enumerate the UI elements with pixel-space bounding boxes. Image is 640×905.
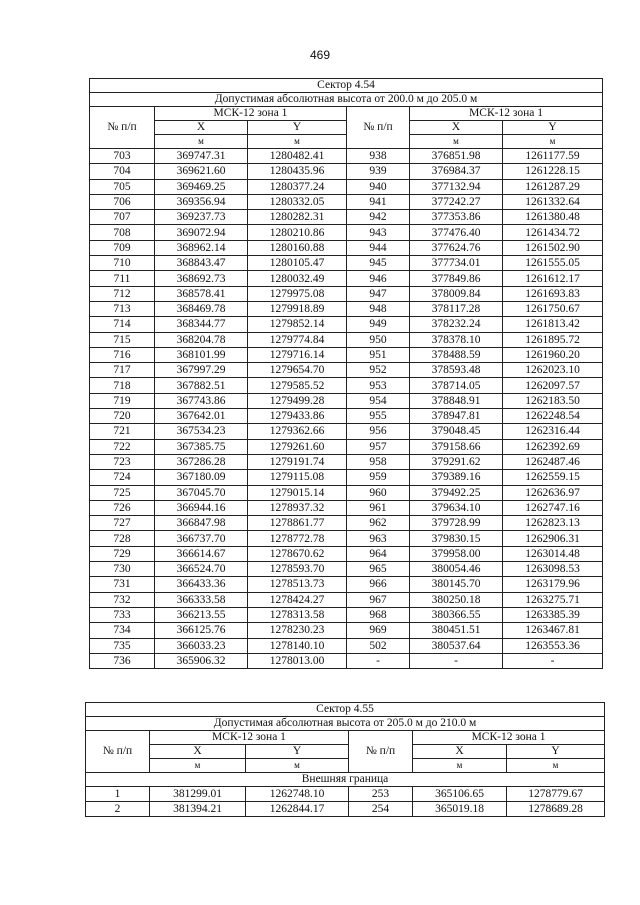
point-number-cell: 253 bbox=[349, 787, 413, 802]
point-number-cell: 941 bbox=[347, 194, 410, 209]
coord-y-cell: 1278513.73 bbox=[248, 577, 347, 592]
table-row bbox=[90, 638, 603, 653]
sector-4-55-table bbox=[85, 702, 605, 817]
coord-y-cell: 1278861.77 bbox=[248, 516, 347, 531]
coord-y-cell: 1262183.50 bbox=[503, 393, 603, 408]
point-number-cell: 938 bbox=[347, 149, 410, 164]
coord-x-cell: 369356.94 bbox=[155, 194, 248, 209]
table-row bbox=[90, 164, 603, 179]
point-number-cell: 704 bbox=[90, 164, 155, 179]
point-number-cell: 2 bbox=[86, 802, 150, 817]
point-number-cell: 707 bbox=[90, 210, 155, 225]
coord-y-cell: 1262248.54 bbox=[503, 409, 603, 424]
point-number-cell: 948 bbox=[347, 301, 410, 316]
unit-label: м bbox=[410, 135, 503, 149]
table-row bbox=[90, 378, 603, 393]
table-row bbox=[90, 286, 603, 301]
coord-y-cell: 1280332.05 bbox=[248, 194, 347, 209]
table-row bbox=[86, 787, 605, 802]
table-row bbox=[90, 531, 603, 546]
coord-x-cell: 378488.59 bbox=[410, 347, 503, 362]
coord-y-cell: 1280435.96 bbox=[248, 164, 347, 179]
coord-x-cell: 366333.58 bbox=[155, 592, 248, 607]
coord-y-cell: 1262487.46 bbox=[503, 454, 603, 469]
coord-y-cell: 1261612.17 bbox=[503, 271, 603, 286]
unit-label: м bbox=[413, 759, 507, 773]
coord-y-cell: 1262747.16 bbox=[503, 500, 603, 515]
table-row bbox=[90, 439, 603, 454]
table-row bbox=[90, 149, 603, 164]
column-header-number: № п/п bbox=[86, 731, 150, 773]
coord-x-cell: 368692.73 bbox=[155, 271, 248, 286]
table-row bbox=[90, 393, 603, 408]
point-number-cell: 721 bbox=[90, 424, 155, 439]
unit-label: м bbox=[507, 759, 605, 773]
coord-x-cell: 380366.55 bbox=[410, 607, 503, 622]
point-number-cell: 719 bbox=[90, 393, 155, 408]
coord-x-cell: 366524.70 bbox=[155, 562, 248, 577]
coord-x-cell: 366213.55 bbox=[155, 607, 248, 622]
point-number-cell: 945 bbox=[347, 256, 410, 271]
coordinate-system-header: МСК-12 зона 1 bbox=[410, 107, 603, 121]
coord-x-cell: 367997.29 bbox=[155, 363, 248, 378]
coord-y-cell: 1278779.67 bbox=[507, 787, 605, 802]
point-number-cell: 960 bbox=[347, 485, 410, 500]
table-row bbox=[90, 256, 603, 271]
boundary-label: Внешняя граница bbox=[86, 773, 605, 787]
coord-y-cell: 1279654.70 bbox=[248, 363, 347, 378]
coord-x-cell: 366737.70 bbox=[155, 531, 248, 546]
coord-y-cell: 1262823.13 bbox=[503, 516, 603, 531]
table-row bbox=[90, 500, 603, 515]
coord-x-cell: 379728.99 bbox=[410, 516, 503, 531]
coord-y-cell: 1280482.41 bbox=[248, 149, 347, 164]
height-note: Допустимая абсолютная высота от 205.0 м до 210.0 м bbox=[86, 717, 605, 731]
coord-x-cell: 367045.70 bbox=[155, 485, 248, 500]
coord-x-cell: 368578.41 bbox=[155, 286, 248, 301]
coord-x-cell: 379158.66 bbox=[410, 439, 503, 454]
page-number: 469 bbox=[309, 48, 331, 62]
point-number-cell: 946 bbox=[347, 271, 410, 286]
coord-y-cell: 1261177.59 bbox=[503, 149, 603, 164]
coord-x-cell: 380054.46 bbox=[410, 562, 503, 577]
coordinate-system-header: МСК-12 зона 1 bbox=[413, 731, 605, 745]
coord-x-cell: 377242.27 bbox=[410, 194, 503, 209]
coord-x-cell: 366433.36 bbox=[155, 577, 248, 592]
coord-x-cell: 379634.10 bbox=[410, 500, 503, 515]
table-row bbox=[90, 516, 603, 531]
coord-y-cell: 1280032.49 bbox=[248, 271, 347, 286]
coord-x-cell: 368962.14 bbox=[155, 240, 248, 255]
table-row bbox=[90, 577, 603, 592]
table-row bbox=[90, 225, 603, 240]
coord-x-cell: 379291.62 bbox=[410, 454, 503, 469]
coord-x-cell: 380145.70 bbox=[410, 577, 503, 592]
point-number-cell: 703 bbox=[90, 149, 155, 164]
point-number-cell: 722 bbox=[90, 439, 155, 454]
point-number-cell: 735 bbox=[90, 638, 155, 653]
coord-x-cell: 381394.21 bbox=[150, 802, 246, 817]
point-number-cell: 736 bbox=[90, 653, 155, 668]
coord-x-cell: 379958.00 bbox=[410, 546, 503, 561]
coord-y-cell: 1279585.52 bbox=[248, 378, 347, 393]
coord-y-cell: 1262636.97 bbox=[503, 485, 603, 500]
coord-y-cell: 1262316.44 bbox=[503, 424, 603, 439]
column-header-y: Y bbox=[507, 745, 605, 759]
column-header-x: X bbox=[413, 745, 507, 759]
column-header-x: X bbox=[410, 121, 503, 135]
coord-y-cell: 1279499.28 bbox=[248, 393, 347, 408]
point-number-cell: 939 bbox=[347, 164, 410, 179]
table-row bbox=[90, 454, 603, 469]
point-number-cell: 718 bbox=[90, 378, 155, 393]
coord-y-cell: 1279918.89 bbox=[248, 301, 347, 316]
coord-x-cell: 377624.76 bbox=[410, 240, 503, 255]
point-number-cell: 733 bbox=[90, 607, 155, 622]
point-number-cell: - bbox=[347, 653, 410, 668]
coord-y-cell: 1278689.28 bbox=[507, 802, 605, 817]
table-row bbox=[90, 271, 603, 286]
table-row bbox=[90, 409, 603, 424]
table-row bbox=[90, 562, 603, 577]
coord-x-cell: 367286.28 bbox=[155, 454, 248, 469]
point-number-cell: 725 bbox=[90, 485, 155, 500]
coord-y-cell: 1261228.15 bbox=[503, 164, 603, 179]
coord-y-cell: 1278593.70 bbox=[248, 562, 347, 577]
coord-y-cell: 1262906.31 bbox=[503, 531, 603, 546]
coord-x-cell: 369469.25 bbox=[155, 179, 248, 194]
coord-x-cell: 369072.94 bbox=[155, 225, 248, 240]
table-row bbox=[90, 546, 603, 561]
column-header-y: Y bbox=[503, 121, 603, 135]
coord-y-cell: 1261813.42 bbox=[503, 317, 603, 332]
coord-y-cell: 1278772.78 bbox=[248, 531, 347, 546]
coord-x-cell: 378848.91 bbox=[410, 393, 503, 408]
coord-y-cell: 1263275.71 bbox=[503, 592, 603, 607]
coord-y-cell: 1279362.66 bbox=[248, 424, 347, 439]
coord-x-cell: 368204.78 bbox=[155, 332, 248, 347]
coordinate-system-header: МСК-12 зона 1 bbox=[150, 731, 349, 745]
coord-x-cell: 379048.45 bbox=[410, 424, 503, 439]
point-number-cell: 965 bbox=[347, 562, 410, 577]
coord-y-cell: 1261287.29 bbox=[503, 179, 603, 194]
coord-x-cell: - bbox=[410, 653, 503, 668]
point-number-cell: 967 bbox=[347, 592, 410, 607]
point-number-cell: 940 bbox=[347, 179, 410, 194]
point-number-cell: 949 bbox=[347, 317, 410, 332]
coord-y-cell: 1279975.08 bbox=[248, 286, 347, 301]
table-row bbox=[90, 179, 603, 194]
coord-y-cell: 1262559.15 bbox=[503, 470, 603, 485]
point-number-cell: 706 bbox=[90, 194, 155, 209]
table-row bbox=[90, 424, 603, 439]
coord-y-cell: 1261332.64 bbox=[503, 194, 603, 209]
coord-x-cell: 378593.48 bbox=[410, 363, 503, 378]
coordinate-system-header: МСК-12 зона 1 bbox=[155, 107, 347, 121]
point-number-cell: 943 bbox=[347, 225, 410, 240]
coord-y-cell: 1280160.88 bbox=[248, 240, 347, 255]
point-number-cell: 711 bbox=[90, 271, 155, 286]
coord-y-cell: 1280377.24 bbox=[248, 179, 347, 194]
coord-x-cell: 378947.81 bbox=[410, 409, 503, 424]
coord-x-cell: 367882.51 bbox=[155, 378, 248, 393]
unit-label: м bbox=[503, 135, 603, 149]
point-number-cell: 720 bbox=[90, 409, 155, 424]
coord-y-cell: 1262748.10 bbox=[246, 787, 349, 802]
coord-y-cell: 1263014.48 bbox=[503, 546, 603, 561]
coord-y-cell: 1261895.72 bbox=[503, 332, 603, 347]
point-number-cell: 953 bbox=[347, 378, 410, 393]
coord-y-cell: 1278424.27 bbox=[248, 592, 347, 607]
coord-y-cell: 1261380.48 bbox=[503, 210, 603, 225]
coord-x-cell: 366125.76 bbox=[155, 623, 248, 638]
coord-x-cell: 368344.77 bbox=[155, 317, 248, 332]
coord-y-cell: 1280105.47 bbox=[248, 256, 347, 271]
table-row bbox=[90, 623, 603, 638]
coord-x-cell: 377353.86 bbox=[410, 210, 503, 225]
coord-x-cell: 367642.01 bbox=[155, 409, 248, 424]
coord-y-cell: 1262023.10 bbox=[503, 363, 603, 378]
point-number-cell: 714 bbox=[90, 317, 155, 332]
point-number-cell: 959 bbox=[347, 470, 410, 485]
column-header-number: № п/п bbox=[349, 731, 413, 773]
coord-y-cell: 1280282.31 bbox=[248, 210, 347, 225]
coord-y-cell: 1261693.83 bbox=[503, 286, 603, 301]
coord-x-cell: 368469.78 bbox=[155, 301, 248, 316]
point-number-cell: 717 bbox=[90, 363, 155, 378]
table-row bbox=[90, 653, 603, 668]
sector-title: Сектор 4.54 bbox=[90, 79, 603, 93]
coord-y-cell: 1262097.57 bbox=[503, 378, 603, 393]
point-number-cell: 713 bbox=[90, 301, 155, 316]
coord-x-cell: 376984.37 bbox=[410, 164, 503, 179]
point-number-cell: 952 bbox=[347, 363, 410, 378]
coord-x-cell: 379492.25 bbox=[410, 485, 503, 500]
coord-y-cell: 1279015.14 bbox=[248, 485, 347, 500]
coord-y-cell: 1261960.20 bbox=[503, 347, 603, 362]
point-number-cell: 963 bbox=[347, 531, 410, 546]
point-number-cell: 710 bbox=[90, 256, 155, 271]
coord-x-cell: 369747.31 bbox=[155, 149, 248, 164]
sector-4-54-table bbox=[89, 78, 603, 669]
column-header-y: Y bbox=[248, 121, 347, 135]
table-row bbox=[86, 802, 605, 817]
point-number-cell: 969 bbox=[347, 623, 410, 638]
coord-y-cell: 1263467.81 bbox=[503, 623, 603, 638]
coord-x-cell: 365906.32 bbox=[155, 653, 248, 668]
coord-x-cell: 366614.67 bbox=[155, 546, 248, 561]
point-number-cell: 955 bbox=[347, 409, 410, 424]
unit-label: м bbox=[155, 135, 248, 149]
coord-x-cell: 365106.65 bbox=[413, 787, 507, 802]
point-number-cell: 962 bbox=[347, 516, 410, 531]
column-header-number: № п/п bbox=[90, 107, 155, 149]
coord-y-cell: 1263098.53 bbox=[503, 562, 603, 577]
point-number-cell: 961 bbox=[347, 500, 410, 515]
coord-x-cell: 377734.01 bbox=[410, 256, 503, 271]
point-number-cell: 709 bbox=[90, 240, 155, 255]
point-number-cell: 724 bbox=[90, 470, 155, 485]
coord-y-cell: 1278670.62 bbox=[248, 546, 347, 561]
coord-x-cell: 367743.86 bbox=[155, 393, 248, 408]
coord-y-cell: 1261502.90 bbox=[503, 240, 603, 255]
coord-x-cell: 376851.98 bbox=[410, 149, 503, 164]
coord-y-cell: 1279433.86 bbox=[248, 409, 347, 424]
coord-x-cell: 369621.60 bbox=[155, 164, 248, 179]
point-number-cell: 502 bbox=[347, 638, 410, 653]
point-number-cell: 951 bbox=[347, 347, 410, 362]
table-row bbox=[90, 347, 603, 362]
table-row bbox=[90, 607, 603, 622]
point-number-cell: 954 bbox=[347, 393, 410, 408]
coord-x-cell: 367534.23 bbox=[155, 424, 248, 439]
coord-x-cell: 366847.98 bbox=[155, 516, 248, 531]
coord-x-cell: 378714.05 bbox=[410, 378, 503, 393]
coord-y-cell: 1279716.14 bbox=[248, 347, 347, 362]
coord-y-cell: 1262392.69 bbox=[503, 439, 603, 454]
point-number-cell: 942 bbox=[347, 210, 410, 225]
coord-y-cell: 1261750.67 bbox=[503, 301, 603, 316]
point-number-cell: 1 bbox=[86, 787, 150, 802]
coord-y-cell: 1263553.36 bbox=[503, 638, 603, 653]
table-row bbox=[90, 240, 603, 255]
coord-x-cell: 378117.28 bbox=[410, 301, 503, 316]
point-number-cell: 708 bbox=[90, 225, 155, 240]
coord-y-cell: 1278937.32 bbox=[248, 500, 347, 515]
coord-y-cell: 1279774.84 bbox=[248, 332, 347, 347]
coord-x-cell: 377476.40 bbox=[410, 225, 503, 240]
coord-x-cell: 368843.47 bbox=[155, 256, 248, 271]
point-number-cell: 964 bbox=[347, 546, 410, 561]
coord-y-cell: 1278140.10 bbox=[248, 638, 347, 653]
point-number-cell: 958 bbox=[347, 454, 410, 469]
column-header-x: X bbox=[155, 121, 248, 135]
point-number-cell: 734 bbox=[90, 623, 155, 638]
point-number-cell: 731 bbox=[90, 577, 155, 592]
coord-x-cell: 378009.84 bbox=[410, 286, 503, 301]
point-number-cell: 730 bbox=[90, 562, 155, 577]
coord-x-cell: 377849.86 bbox=[410, 271, 503, 286]
point-number-cell: 729 bbox=[90, 546, 155, 561]
table-row bbox=[90, 363, 603, 378]
coord-x-cell: 380451.51 bbox=[410, 623, 503, 638]
point-number-cell: 723 bbox=[90, 454, 155, 469]
coord-y-cell: - bbox=[503, 653, 603, 668]
point-number-cell: 957 bbox=[347, 439, 410, 454]
point-number-cell: 715 bbox=[90, 332, 155, 347]
unit-label: м bbox=[248, 135, 347, 149]
point-number-cell: 727 bbox=[90, 516, 155, 531]
sector-title: Сектор 4.55 bbox=[86, 703, 605, 717]
coord-x-cell: 381299.01 bbox=[150, 787, 246, 802]
point-number-cell: 968 bbox=[347, 607, 410, 622]
point-number-cell: 947 bbox=[347, 286, 410, 301]
point-number-cell: 966 bbox=[347, 577, 410, 592]
coord-y-cell: 1261555.05 bbox=[503, 256, 603, 271]
coord-x-cell: 368101.99 bbox=[155, 347, 248, 362]
point-number-cell: 254 bbox=[349, 802, 413, 817]
point-number-cell: 728 bbox=[90, 531, 155, 546]
point-number-cell: 956 bbox=[347, 424, 410, 439]
coord-x-cell: 377132.94 bbox=[410, 179, 503, 194]
column-header-number: № п/п bbox=[347, 107, 410, 149]
point-number-cell: 944 bbox=[347, 240, 410, 255]
table-row bbox=[90, 470, 603, 485]
unit-label: м bbox=[246, 759, 349, 773]
point-number-cell: 712 bbox=[90, 286, 155, 301]
coord-x-cell: 366944.16 bbox=[155, 500, 248, 515]
coord-y-cell: 1262844.17 bbox=[246, 802, 349, 817]
coord-x-cell: 367180.09 bbox=[155, 470, 248, 485]
coord-x-cell: 378232.24 bbox=[410, 317, 503, 332]
coord-y-cell: 1263385.39 bbox=[503, 607, 603, 622]
point-number-cell: 950 bbox=[347, 332, 410, 347]
coord-x-cell: 366033.23 bbox=[155, 638, 248, 653]
coord-x-cell: 380250.18 bbox=[410, 592, 503, 607]
coord-x-cell: 379389.16 bbox=[410, 470, 503, 485]
table-row bbox=[90, 317, 603, 332]
point-number-cell: 705 bbox=[90, 179, 155, 194]
coord-y-cell: 1278013.00 bbox=[248, 653, 347, 668]
coord-y-cell: 1279261.60 bbox=[248, 439, 347, 454]
table-row bbox=[90, 485, 603, 500]
coord-x-cell: 367385.75 bbox=[155, 439, 248, 454]
coord-x-cell: 378378.10 bbox=[410, 332, 503, 347]
coord-x-cell: 365019.18 bbox=[413, 802, 507, 817]
table-row bbox=[90, 332, 603, 347]
coord-y-cell: 1263179.96 bbox=[503, 577, 603, 592]
coord-y-cell: 1261434.72 bbox=[503, 225, 603, 240]
table-row bbox=[90, 194, 603, 209]
coord-x-cell: 369237.73 bbox=[155, 210, 248, 225]
column-header-y: Y bbox=[246, 745, 349, 759]
table-row bbox=[90, 210, 603, 225]
point-number-cell: 732 bbox=[90, 592, 155, 607]
coord-y-cell: 1279191.74 bbox=[248, 454, 347, 469]
point-number-cell: 716 bbox=[90, 347, 155, 362]
coord-y-cell: 1278230.23 bbox=[248, 623, 347, 638]
height-note: Допустимая абсолютная высота от 200.0 м до 205.0 м bbox=[90, 93, 603, 107]
coord-y-cell: 1278313.58 bbox=[248, 607, 347, 622]
coord-y-cell: 1279115.08 bbox=[248, 470, 347, 485]
coord-x-cell: 380537.64 bbox=[410, 638, 503, 653]
point-number-cell: 726 bbox=[90, 500, 155, 515]
column-header-x: X bbox=[150, 745, 246, 759]
table-row bbox=[90, 301, 603, 316]
table-row bbox=[90, 592, 603, 607]
unit-label: м bbox=[150, 759, 246, 773]
coord-y-cell: 1280210.86 bbox=[248, 225, 347, 240]
coord-y-cell: 1279852.14 bbox=[248, 317, 347, 332]
coord-x-cell: 379830.15 bbox=[410, 531, 503, 546]
